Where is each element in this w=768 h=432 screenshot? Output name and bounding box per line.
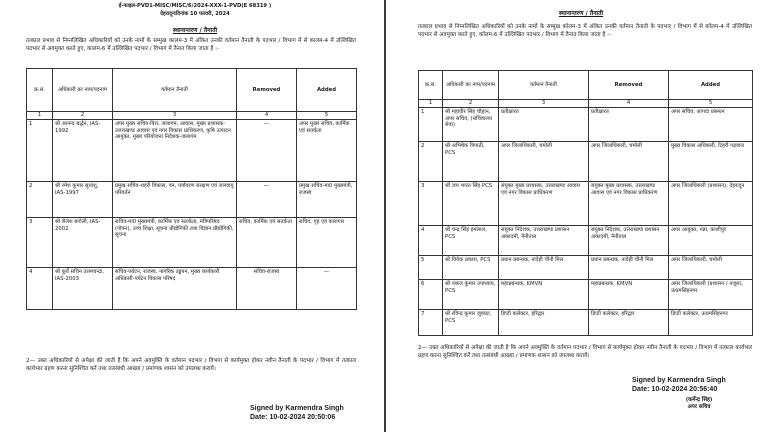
table-row (419, 142, 753, 182)
cell-added: मुख्य विकास अधिकारी, टिहरी गढ़वाल (669, 142, 753, 182)
table-row (419, 108, 753, 142)
digital-signature-left (250, 404, 380, 422)
cell-officer: श्री शैलेश बगोली, IAS-2002 (53, 218, 113, 268)
cell-current: डिप्टी कलेक्टर, हरिद्वार (499, 310, 589, 336)
table-row (419, 226, 753, 256)
signed-by: Signed by Karmendra Singh (632, 377, 726, 384)
cell-added: — (297, 268, 357, 310)
col-removed-header: Removed (589, 71, 669, 100)
cell-officer: श्री चन्द्र सिंह इमलाल, PCS (443, 226, 499, 256)
col-number: 2 (53, 112, 113, 120)
subject-heading: स्थानान्तरण / तैनाती (172, 27, 218, 34)
cell-added: अपर जिलाधिकारी (प्रशासन / नजूल), ऊधमसिंहनगर (669, 280, 753, 310)
col-current-header: वर्तमान तैनाती (499, 71, 589, 100)
col-serial-header: क्र.सं. (419, 71, 443, 100)
cell-removed: डिप्टी कलेक्टर, हरिद्वार (589, 310, 669, 336)
column-number-row (27, 112, 357, 120)
cell-removed: प्रतीक्षारत (589, 108, 669, 142)
col-number: 4 (237, 112, 297, 120)
cell-current: सचिव-मा0 मुख्यमंत्री, कार्मिक एवं सतर्कता, मंत्रिपरिषद (गोपन), उच्च शिक्षा, सूचना प्रौद्योगिकी तथा विज्ञान प्रौद्योगिकी, सूचना (113, 218, 237, 268)
cell-removed: — (237, 120, 297, 182)
cell-serial: 7 (419, 310, 443, 336)
table-row (419, 256, 753, 280)
cell-serial: 1 (419, 108, 443, 142)
cell-officer: श्री महावीर सिंह चौहान, अपर सचिव, (सचिवालय सेवा) (443, 108, 499, 142)
cell-officer: श्री जय भारत सिंह PCS (443, 182, 499, 226)
signed-date: Date: 10-02-2024 20:50:06 (250, 414, 336, 421)
closing-paragraph: 2— उक्त अधिकारियों से अपेक्षा की जाती है कि अपने अवमुक्ति के वर्तमान पदभार / विभाग से कार्यमुक्त होकर नवीन तैनाती के पदभार / विभाग में तत्काल कार्यभार ग्रहण करना सुनिश्चित करें तथा तत्संबंधी आख्या / प्रमाणक शासन को उपलब्ध करायें। (26, 358, 356, 372)
col-number: 5 (669, 100, 753, 108)
cell-added: अपर मुख्य सचिव, कार्मिक एवं सतर्कता (297, 120, 357, 182)
cell-officer: श्री अभिषेक त्रिपाठी, PCS (443, 142, 499, 182)
table-row (27, 120, 357, 182)
cell-officer: श्री आनन्द बर्द्धन, IAS-1992 (53, 120, 113, 182)
cell-current: संयुक्त निदेशक, उत्तराखण्ड प्रशासन अकादमी, नैनीताल (499, 226, 589, 256)
col-number: 3 (113, 112, 237, 120)
signed-by: Signed by Karmendra Singh (250, 405, 344, 412)
table-header-row (27, 69, 357, 112)
cell-added: प्रमुख सचिव-मा0 मुख्यमंत्री, राजस्व (297, 182, 357, 218)
col-added-header: Added (297, 69, 357, 112)
place-date: देहरादूनःदिनांक 10 फरवरी, 2024 (160, 11, 230, 17)
signatory-title: अपर सचिव (687, 404, 711, 410)
transfer-table-left (26, 68, 357, 310)
cell-officer: श्री विवेक प्रकाश, PCS (443, 256, 499, 280)
document-page-right (386, 0, 768, 432)
cell-removed: सचिव, कार्मिक एवं सतर्कता (237, 218, 297, 268)
cell-removed: प्रधान प्रबन्धक, नादेही चीनी मिल (589, 256, 669, 280)
table-row (27, 218, 357, 268)
table-row (419, 310, 753, 336)
closing-paragraph: 2— उक्त अधिकारियों से अपेक्षा की जाती है कि अपने अवमुक्ति के वर्तमान पदभार / विभाग से कार्यमुक्त होकर नवीन तैनाती के पदभार / विभाग में तत्काल कार्यभार ग्रहण करना सुनिश्चित करें तथा तत्संबंधी आख्या / प्रमाणक शासन को उपलब्ध करायें। (418, 345, 752, 359)
column-number-row (419, 100, 753, 108)
table-row (419, 280, 753, 310)
cell-removed: महाप्रबन्धक, KMVN (589, 280, 669, 310)
cell-current: संयुक्त मुख्य प्रशासक, उत्तराखण्ड आवास एवं नगर विकास प्राधिकरण (499, 182, 589, 226)
cell-current: प्रमुख सचिव-शहरी विकास, वन, पर्यावरण संरक्षण एवं जलवायु परिवर्तन (113, 182, 237, 218)
intro-paragraph: तत्काल प्रभाव से निम्नलिखित अधिकारियों को उनके नामों के सम्मुख कालम-3 में अंकित उनकी वर्तमान तैनाती के पदभार / विभाग में से कालम-4 में उल्लिखित पदभार से अवमुक्त करते हुए, कालम-6 में उल्लिखित पदभार / विभाग में तैनात किया जाता है :- (26, 38, 356, 52)
table-row (419, 182, 753, 226)
col-number: 5 (297, 112, 357, 120)
cell-added: अपर जिलाधिकारी (प्रशासन), देहरादून (669, 182, 753, 226)
cell-serial: 4 (419, 226, 443, 256)
cell-current: प्रधान प्रबन्धक, नादेही चीनी मिल (499, 256, 589, 280)
signatory-name: (कर्मेन्द्र सिंह) (685, 397, 713, 403)
cell-added: डिप्टी कलेक्टर, ऊधमसिंहनगर (669, 310, 753, 336)
col-removed-header: Removed (237, 69, 297, 112)
table-row (27, 182, 357, 218)
cell-removed: सचिव-राजस्व (237, 268, 297, 310)
cell-removed: संयुक्त निदेशक, उत्तराखण्ड प्रशासन अकादमी, नैनीताल (589, 226, 669, 256)
col-number: 2 (443, 100, 499, 108)
col-number: 1 (419, 100, 443, 108)
col-current-header: वर्तमान तैनाती (113, 69, 237, 112)
transfer-table-right (418, 70, 753, 336)
cell-serial: 1 (27, 120, 53, 182)
col-number: 3 (499, 100, 589, 108)
cell-removed: अपर जिलाधिकारी, चमोली (589, 142, 669, 182)
col-officer-header: अधिकारी का नाम/पदनाम (443, 71, 499, 100)
cell-officer: श्री कुर्वे सचिन उत्तमचन्द्रा, IAS-2003 (53, 268, 113, 310)
cell-added: सचिव, गृह एवं कारागार (297, 218, 357, 268)
cell-added: अपर जिलाधिकारी, चमोली (669, 256, 753, 280)
intro-paragraph: तत्काल प्रभाव से निम्नलिखित अधिकारियों को उनके नामों के सम्मुख कॉलम-3 में अंकित उनकी वर्तमान तैनाती के पदभार / विभाग में से कॉलम-4 में उल्लिखित पदभार से अवमुक्त करते हुए, कॉलम-6 में उल्लिखित पदभार / विभाग में तैनात किया जाता है :- (418, 24, 752, 38)
cell-serial: 2 (419, 142, 443, 182)
col-number: 4 (589, 100, 669, 108)
cell-serial: 3 (27, 218, 53, 268)
subject-heading: स्थानान्तरण / तैनाती (558, 10, 604, 17)
cell-serial: 5 (419, 256, 443, 280)
cell-added: अपर सचिव, आपदा प्रबन्धन (669, 108, 753, 142)
cell-added: अपर आयुक्त, गन्ना, काशीपुर (669, 226, 753, 256)
cell-serial: 2 (27, 182, 53, 218)
cell-current: सचिव-पर्यटन, राजस्व, नागरिक उड्डयन, मुख्य कार्यकारी अधिकारी-पर्यटन विकास परिषद (113, 268, 237, 310)
cell-serial: 6 (419, 280, 443, 310)
cell-current: अपर जिलाधिकारी, चमोली (499, 142, 589, 182)
cell-current: प्रतीक्षारत (499, 108, 589, 142)
cell-removed: — (237, 182, 297, 218)
col-serial-header: क्र.सं. (27, 69, 53, 112)
cell-current: महाप्रबन्धक, KMVN (499, 280, 589, 310)
col-number: 1 (27, 112, 53, 120)
digital-signature-right (632, 376, 766, 411)
cell-officer: श्री रमेश कुमार सुधांशु, IAS-1997 (53, 182, 113, 218)
cell-serial: 4 (27, 268, 53, 310)
table-row (27, 268, 357, 310)
cell-serial: 3 (419, 182, 443, 226)
col-added-header: Added (669, 71, 753, 100)
cell-removed: संयुक्त मुख्य प्रशासक, उत्तराखण्ड आवास एवं नगर विकास प्राधिकरण (589, 182, 669, 226)
letter-number: ई-फाइल-PVD1-MISC/MISC/6/2024-XXX-1-PVD(E 68319 ) (118, 3, 272, 9)
table-header-row (419, 71, 753, 100)
cell-officer: श्री रविन्द्र कुमार जुवांठा, PCS (443, 310, 499, 336)
signed-date: Date: 10-02-2024 20:56:40 (632, 386, 718, 393)
cell-current: अपर मुख्य सचिव-वित्त, जलागम, आवास, मुख्य प्रशासक-उत्तराखण्ड आवास एवं नगर विकास प्राधिकरण, कृषि उत्पादन आयुक्त, मुख्य परियोजना निदेशक-जलागम (113, 120, 237, 182)
cell-officer: श्री पंकज कुमार उपाध्याय, PCS (443, 280, 499, 310)
col-officer-header: अधिकारी का नाम/पदनाम (53, 69, 113, 112)
